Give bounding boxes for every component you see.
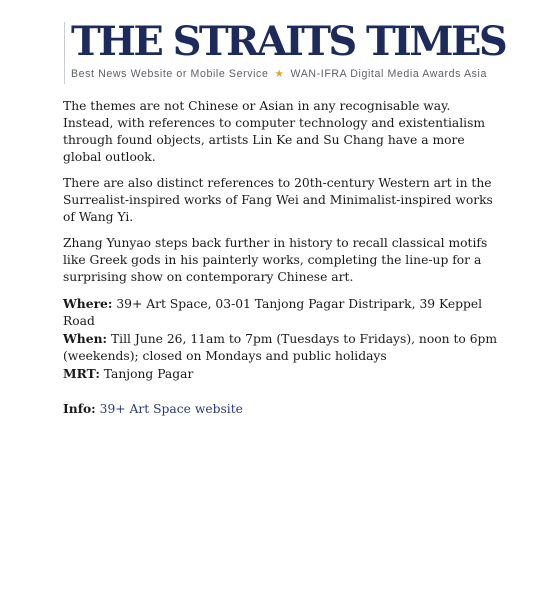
award-left-text: Best News Website or Mobile Service xyxy=(71,68,269,80)
article-paragraph-1: The themes are not Chinese or Asian in any recognisable way. Instead, with references to computer technology and existentialism through found objects, artists Lin Ke and Su Chang have a more global outlook. xyxy=(63,99,486,164)
where-label: Where: xyxy=(63,296,113,311)
masthead xyxy=(64,18,506,84)
article-paragraph-2: There are also distinct references to 20th-century Western art in the Surrealist-inspired works of Fang Wei and Minimalist-inspired works of Wang Yi. xyxy=(63,176,493,224)
info-line xyxy=(63,400,503,418)
art-space-website-link[interactable]: 39+ Art Space website xyxy=(99,402,243,416)
article-paragraph-3: Zhang Yunyao steps back further in history to recall classical motifs like Greek gods in his painterly works, completing the line-up for a surprising show on contemporary Chinese art. xyxy=(63,236,488,284)
site-logo-title[interactable]: THE STRAITS TIMES xyxy=(71,18,506,65)
when-line xyxy=(63,330,503,365)
where-line xyxy=(63,295,503,330)
award-tagline xyxy=(71,67,487,81)
mrt-line xyxy=(63,365,503,383)
mrt-value: Tanjong Pagar xyxy=(103,367,194,381)
mrt-label: MRT: xyxy=(63,366,100,381)
event-details xyxy=(63,295,503,418)
info-label: Info: xyxy=(63,401,96,416)
article-body xyxy=(63,98,503,418)
when-label: When: xyxy=(63,331,108,346)
star-icon: ★ xyxy=(274,68,285,80)
award-right-text: WAN-IFRA Digital Media Awards Asia xyxy=(290,68,487,80)
where-value: 39+ Art Space, 03-01 Tanjong Pagar Distripark, 39 Keppel Road xyxy=(63,297,483,328)
when-value: Till June 26, 11am to 7pm (Tuesdays to Fridays), noon to 6pm (weekends); closed on Mondays and public holidays xyxy=(63,332,498,363)
